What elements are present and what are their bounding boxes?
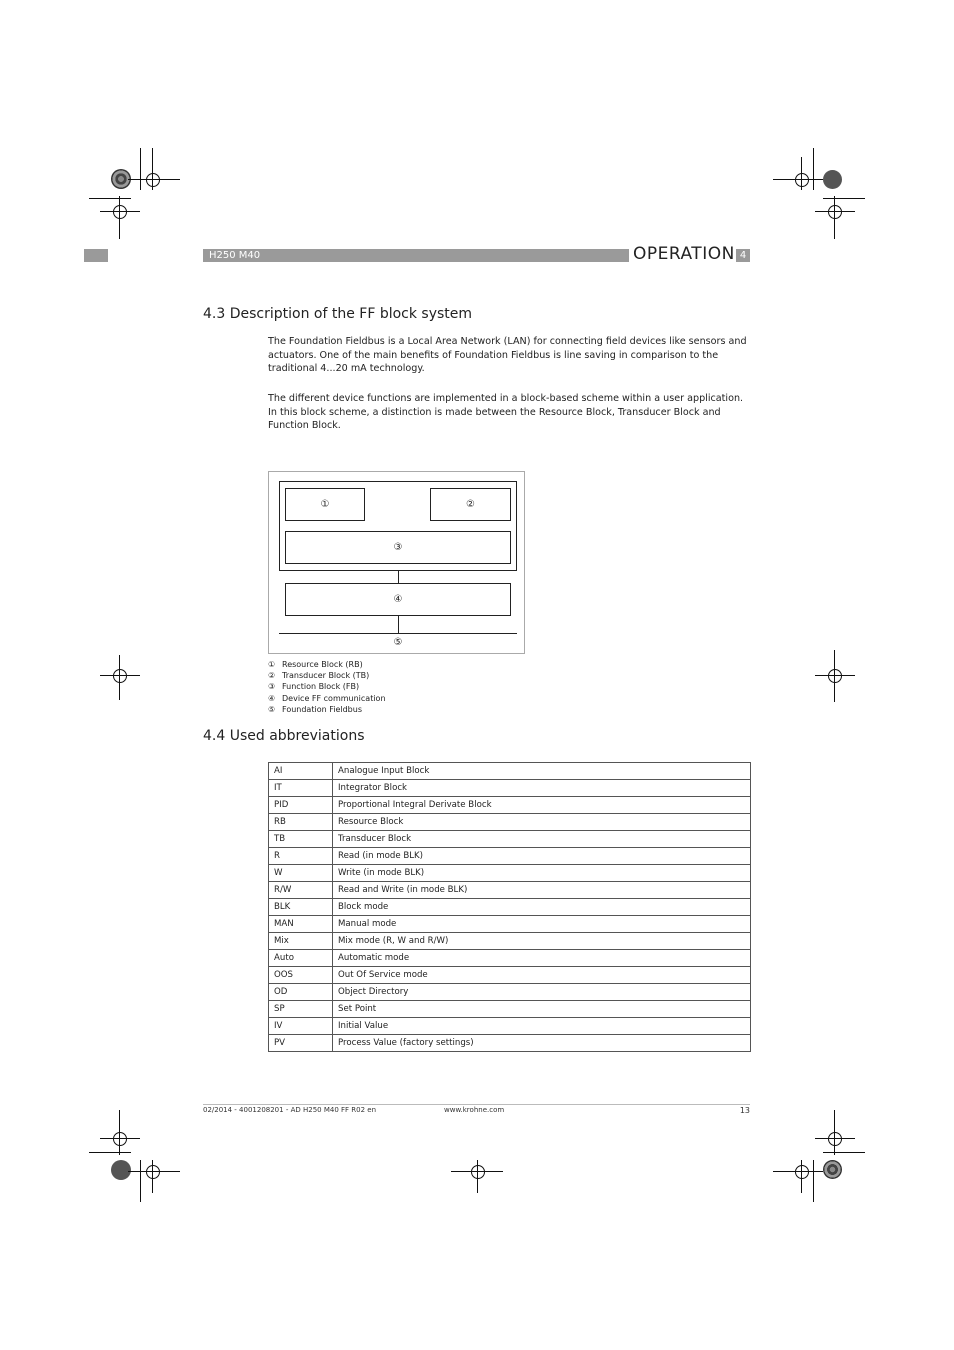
footer-docref: 02/2014 - 4001208201 - AD H250 M40 FF R02 en [203,1106,377,1114]
table-row [269,797,751,814]
abbreviation-cell: OD [269,984,333,1001]
legend-item: ③ Function Block (FB) [268,682,360,692]
abbreviation-cell: IV [269,1018,333,1035]
meaning-cell: Process Value (factory settings) [333,1035,751,1052]
meaning-cell: Write (in mode BLK) [333,865,751,882]
abbreviation-cell: Mix [269,933,333,950]
legend-item: ⑤ Foundation Fieldbus [268,704,362,714]
resource-block-box: ① [285,488,365,521]
paragraph-foundation-fieldbus: The Foundation Fieldbus is a Local Area Network (LAN) for connecting field devices like sensors and actuators. One of the main benefits of Foundation Fieldbus is line saving in comparison to the traditional 4...20 mA technology. [268,336,747,374]
crosshair-icon [795,1165,809,1179]
registration-circle-icon [823,1160,842,1179]
meaning-cell: Automatic mode [333,950,751,967]
fieldbus-label: ⑤ [393,637,403,648]
header-bar [203,249,629,262]
diagram-legend [268,659,386,715]
abbreviation-cell: R/W [269,882,333,899]
table-row [269,899,751,916]
abbreviation-cell: Auto [269,950,333,967]
legend-item: ① Resource Block (RB) [268,660,363,669]
paragraph-block-scheme: The different device functions are implemented in a block-based scheme within a user application. In this block scheme, a distinction is made between the Resource Block, Transducer Block and Function Block. [268,393,744,431]
abbreviation-cell: W [269,865,333,882]
abbreviation-cell: PID [269,797,333,814]
meaning-cell: Integrator Block [333,780,751,797]
chapter-title: OPERATION [633,244,735,264]
footer-website: www.krohne.com [444,1106,505,1114]
meaning-cell: Read (in mode BLK) [333,848,751,865]
table-row [269,916,751,933]
meaning-cell: Block mode [333,899,751,916]
crosshair-icon [113,205,127,219]
connector-line [398,571,399,583]
table-row [269,1018,751,1035]
footer-rule [203,1104,750,1105]
abbreviation-cell: RB [269,814,333,831]
table-row [269,831,751,848]
table-row [269,882,751,899]
page-number: 13 [739,1106,750,1115]
meaning-cell: Mix mode (R, W and R/W) [333,933,751,950]
crosshair-icon [146,1165,160,1179]
crosshair-icon [828,205,842,219]
abbreviation-cell: SP [269,1001,333,1018]
abbreviation-cell: OOS [269,967,333,984]
crosshair-icon [146,173,160,187]
table-row [269,950,751,967]
table-row [269,967,751,984]
abbreviation-cell: AI [269,763,333,780]
product-name: H250 M40 [209,250,261,261]
table-row [269,780,751,797]
registration-circle-icon [823,170,842,189]
block-diagram [268,471,525,654]
meaning-cell: Transducer Block [333,831,751,848]
abbreviation-cell: BLK [269,899,333,916]
crosshair-icon [828,1132,842,1146]
crosshair-icon [471,1165,485,1179]
meaning-cell: Object Directory [333,984,751,1001]
meaning-cell: Proportional Integral Derivate Block [333,797,751,814]
function-block-box: ③ [285,531,511,564]
section-heading-4-4: 4.4 Used abbreviations [203,728,365,744]
crosshair-icon [795,173,809,187]
transducer-block-box: ② [430,488,511,521]
section-heading-4-3: 4.3 Description of the FF block system [203,306,473,322]
table-row [269,814,751,831]
table-row [269,865,751,882]
meaning-cell: Resource Block [333,814,751,831]
abbreviation-cell: R [269,848,333,865]
legend-item: ④ Device FF communication [268,693,386,703]
meaning-cell: Manual mode [333,916,751,933]
meaning-cell: Out Of Service mode [333,967,751,984]
abbreviation-cell: IT [269,780,333,797]
table-row [269,1035,751,1052]
table-row [269,1001,751,1018]
fieldbus-line [279,633,517,634]
abbreviation-cell: MAN [269,916,333,933]
chapter-number: 4 [736,249,750,262]
meaning-cell: Read and Write (in mode BLK) [333,882,751,899]
table-row [269,984,751,1001]
abbreviation-cell: TB [269,831,333,848]
ff-communication-box: ④ [285,583,511,616]
crosshair-icon [828,669,842,683]
meaning-cell: Analogue Input Block [333,763,751,780]
crosshair-icon [113,669,127,683]
abbreviation-cell: PV [269,1035,333,1052]
registration-circle-icon [111,1160,131,1180]
connector-line [398,616,399,633]
table-row [269,933,751,950]
meaning-cell: Initial Value [333,1018,751,1035]
header-bar-left [84,249,108,262]
legend-item: ② Transducer Block (TB) [268,671,370,681]
table-row [269,763,751,780]
table-row [269,848,751,865]
abbreviations-table [268,762,751,1052]
meaning-cell: Set Point [333,1001,751,1018]
crosshair-icon [113,1132,127,1146]
